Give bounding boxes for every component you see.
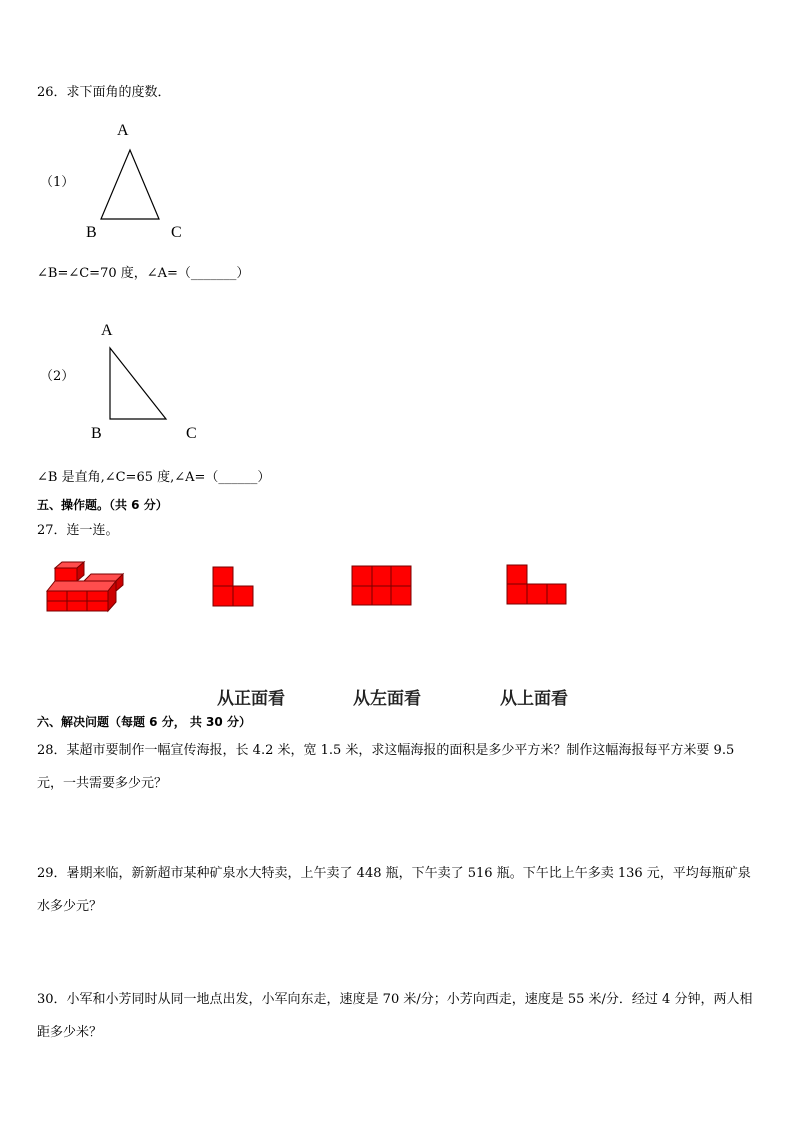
q28-text: 28．某超市要制作一幅宣传海报，长 4.2 米，宽 1.5 米，求这幅海报的面积是多少平方米？制作这幅海报每平方米要 9.5 元，一共需要多少元？ xyxy=(37,743,735,791)
tri2-vertex-b: B xyxy=(91,425,102,442)
view-label-front: 从正面看 xyxy=(217,689,285,709)
view-label-top: 从上面看 xyxy=(500,689,568,709)
q29-text: 29．暑期来临，新新超市某种矿泉水大特卖，上午卖了 448 瓶，下午卖了 516 瓶。下午比上午多卖 136 元，平均每瓶矿泉水多少元？ xyxy=(37,866,751,914)
q26-part2-number: （2） xyxy=(40,369,75,384)
tri1-vertex-b: B xyxy=(86,224,97,241)
tri1-vertex-a: A xyxy=(117,122,129,139)
section6-heading: 六、解决问题（每题 6 分， 共 30 分） xyxy=(37,715,251,729)
tri2-vertex-a: A xyxy=(101,322,113,339)
q26-part2-answer: ∠B 是直角,∠C=65 度,∠A=（______） xyxy=(37,470,271,485)
view-shape-rectangle xyxy=(352,566,411,605)
q26-part1-number: （1） xyxy=(40,175,75,190)
q26-part1-answer: ∠B=∠C=70 度，∠A=（_______） xyxy=(37,266,250,281)
q26-title: 26．求下面角的度数． xyxy=(37,85,171,100)
section5-heading: 五、操作题。（共 6 分） xyxy=(37,498,168,512)
view-shape-l-wide xyxy=(507,565,566,604)
tri2-vertex-c: C xyxy=(186,425,197,442)
q30-text: 30．小军和小芳同时从同一地点出发，小军向东走，速度是 70 米/分；小芳向西走，速度是 55 米/分．经过 4 分钟，两人相距多少米？ xyxy=(37,992,753,1040)
tri1-vertex-c: C xyxy=(171,224,182,241)
view-shape-l-small xyxy=(213,567,253,606)
view-label-left: 从左面看 xyxy=(353,689,421,709)
q27-title: 27．连一连。 xyxy=(37,523,119,538)
cube-stack-3d xyxy=(47,562,123,611)
